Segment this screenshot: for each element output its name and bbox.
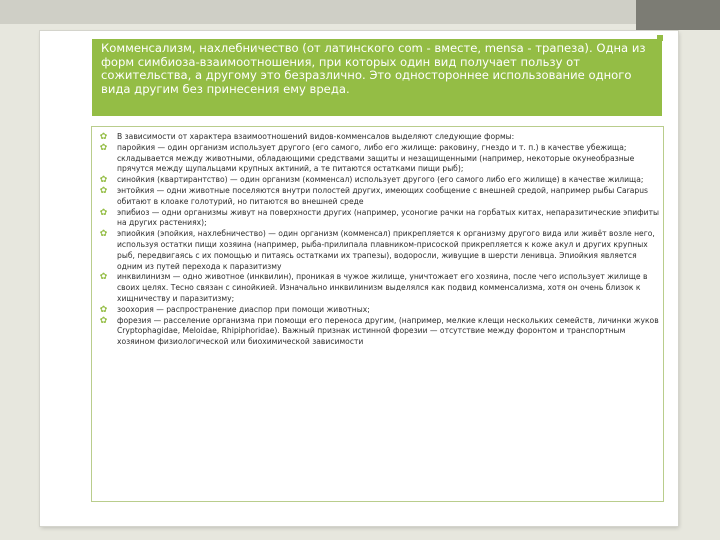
list-item [99, 207, 660, 230]
list-item-text: зоохория — распространение диаспор при помощи животных; [117, 304, 370, 314]
bullet-list [99, 132, 660, 348]
list-item-text: эпиойкия (эпойкия, нахлебничество) — один организм (комменсал) прикрепляется к организму другого вида или живёт возле него, используя остатки пищи хозяина (например, рыба-прилипала плавником-присоской прикрепляется к коже акул и других крупных рыб, передвигаясь с их помощью и питаясь остатками их трапезы), водоросли, живущие в шерсти ленивца. Эпиойкия является одним из путей перехода к паразитизму [117, 229, 655, 271]
list-item [99, 304, 659, 316]
list-item [99, 272, 659, 304]
diamond-flower-icon: ✿ [99, 132, 108, 142]
title-corner-decoration [657, 35, 663, 41]
list-item [99, 315, 659, 348]
list-item-text: эпибиоз — одни организмы живут на поверхности других (например, усоногие рачки на горбатых китах, непаразитические эпифиты на других растениях); [117, 207, 660, 228]
list-item [99, 185, 659, 208]
list-item-text: паройкия — один организм использует другого (его самого, либо его жилище: раковину, гнездо и т. п.) в качестве убежища; складывается между животными, обладающими средствами защиты и незащищенными (например, некоторые окунеобразные прячутся между щупальцами крупных актиний, а те питаются остатками пищи рыб); [117, 142, 635, 174]
diamond-flower-icon: ✿ [99, 229, 108, 240]
list-item-text: энтойкия — одни животные поселяются внутри полостей других, имеющих сообщение с внешней средой, например рыбы Carapus обитают в клоаке голотурий, но питаются во внешней среде [117, 185, 648, 206]
diamond-flower-icon: ✿ [99, 304, 108, 315]
diamond-flower-icon: ✿ [99, 175, 108, 186]
top-stripe [0, 0, 720, 24]
diamond-flower-icon: ✿ [99, 207, 108, 218]
list-item-text: форезия — расселение организма при помощи его переноса другим, (например, мелкие клещи нескольких семейств, личинки жуков Cryptophagidae, Meloidae, Rhipiphoridae). Важный признак истинной форезии — отсутствие между форонтом и транспортным хозяином физиологической или биохимической зависимости [117, 315, 659, 347]
list-item-text: инквилинизм — одно животное (инквилин), проникая в чужое жилище, уничтожает его хозяина, после чего использует жилище в своих целях. Тесно связан с синойкией. Изначально инквилинизм выделялся как подвид комменсализма, хотя он очень близок к хищничеству и паразитизму; [117, 272, 648, 303]
list-item [99, 132, 659, 143]
list-item [99, 229, 659, 272]
list-item-text: В зависимости от характера взаимоотношений видов-комменсалов выделяют следующие формы: [117, 132, 515, 141]
slide-panel [40, 31, 678, 526]
list-item-text: синойкия (квартирантство) — один организм (комменсал) использует другого (его самого либо его жилище) в качестве жилища; [117, 175, 644, 185]
diamond-flower-icon: ✿ [99, 272, 108, 283]
list-item [99, 175, 659, 186]
diamond-flower-icon: ✿ [99, 315, 108, 326]
title-box [92, 39, 662, 116]
diamond-flower-icon: ✿ [99, 142, 108, 153]
diamond-flower-icon: ✿ [99, 185, 108, 196]
title-text: Комменсализм, нахлебничество (от латинского com - вместе, mensa - трапеза). Одна из форм симбиоза-взаимоотношения, при которых один вид получает пользу от сожительства, а другому это безразлично. Это одностороннее использование одного вида другим без принесения ему вреда. [101, 41, 646, 96]
corner-accent [636, 0, 720, 30]
list-item [99, 142, 659, 175]
